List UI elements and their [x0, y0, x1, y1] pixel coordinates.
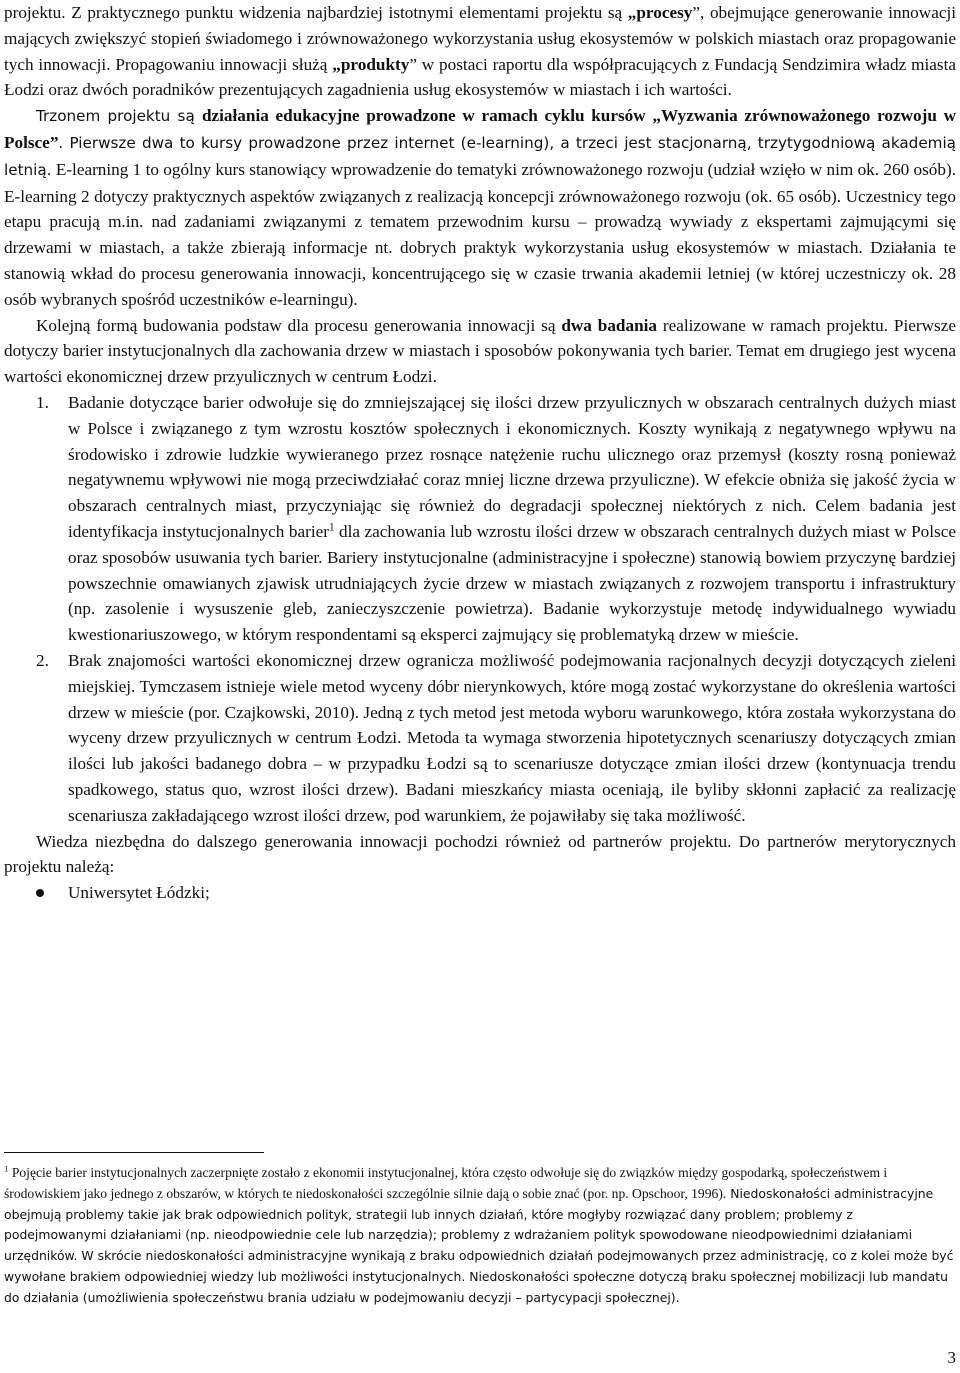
list-item-body: Brak znajomości wartości ekonomicznej drzew ogranicza możliwość podejmowania racjonalnych decyzji dotyczących zieleni miejskiej. Tymczasem istnieje wiele metod wyceny dóbr nierynkowych, które mogą zostać wykorzystane do określenia wartości drzew w mieście (por. Czajkowski, 2010). Jedną z tych metod jest metoda wyboru warunkowego, która została wykorzystana do wyceny drzew przyulicznych w centrum Łodzi. Metoda ta wymaga stworzenia hipotetycznych scenariuszy dotyczących zmian ilości lub jakości badanego dobra – w przypadku Łodzi są to scenariusze dotyczące zmian ilości drzew (kontynuacja trendu spadkowego, status quo, wzrost ilości drzew). Badani mieszkańcy miasta oceniają, ile byliby skłonni zapłacić za realizację scenariusza zakładającego wzrost ilości drzew, pod warunkiem, że pojawiłaby się taka możliwość. [68, 650, 956, 825]
footnote-number: 1 [4, 1163, 9, 1174]
list-item-number: 1. [36, 392, 49, 412]
text-run: Propagowaniu innowacji służą [110, 54, 333, 74]
text-run: Trzonem projektu są [36, 107, 202, 126]
text-run: Niedoskonałości administracyjne obejmują problemy takie jak brak odpowiednich polityk, strategii lub innych działań, które mogłyby rozwiązać dany problem; problemy z podejmowanymi działaniami (np. nieodpowiednie cele lub narzędzia); problemy z wdrażaniem polityk spowodowane nieodpowiednimi działaniami urzędników. W skrócie niedoskonałości administracyjne wynikają z braku odpowiednich działań podejmowanych przez administrację, co z kolei może być wywołane brakiem odpowiedniej wiedzy lub możliwości instytucjonalnych. Niedoskonałości społeczne dotyczą braku społecznej mobilizacji lub mandatu do działania (umożliwienia społeczeństwu brania udziału w podejmowaniu decyzji – partycypacji społecznej). [4, 1185, 954, 1305]
list-item-body [68, 390, 956, 648]
text-run: Pojęcie barier instytucjonalnych zaczerpnięte zostało z ekonomii instytucjonalnej, która często odwołuje się do związków między gospodarką, społeczeństwem i środowiskiem jako jednego z obszarów, w których te niedoskonałości szczególnie silnie dają o sobie znać (por. np. Opschoor, 1996). [4, 1165, 888, 1201]
text-run: projektu. Z praktycznego punktu widzenia najbardziej istotnymi elementami projektu są [4, 3, 628, 22]
text-run: Kolejną formą budowania podstaw dla procesu generowania innowacji są [36, 315, 562, 335]
text-run: ” w postaci raportu dla współpracujących z Fundacją Sendzimira władz miasta Łodzi oraz dwóch poradników prezentujących zagadnienia usług ekosystemów w miastach i ich wartości. [4, 54, 956, 100]
text-run: . Pierwsze dwa to kursy prowadzone przez internet (e-learning), a trzeci jest stacjonarną, trzytygodniową akademią letnią. [4, 133, 956, 179]
bold-term-dwa-badania: dwa badania [561, 315, 657, 335]
paragraph-dzialania-edukacyjne [4, 103, 956, 312]
paragraph-partnerzy: Wiedza niezbędna do dalszego generowania innowacji pochodzi również od partnerów projektu. Do partnerów merytorycznych projektu należą: [4, 831, 956, 877]
footnote [4, 1163, 956, 1309]
text-run: Badanie dotyczące barier odwołuje się do zmniejszającej się ilości drzew przyulicznych w obszarach centralnych dużych miast w Polsce i związanego z tym wzrostu kosztów społecznych i ekonomicznych. Koszty wynikają z negatywnego wpływu na środowisko i zdrowie ludzkie wywieranego przez rosnące natężenie ruchu ulicznego oraz przemysł (koszty rosną ponieważ negatywnemu wpływowi nie mogą przeciwdziałać coraz mniej liczne drzewa przyuliczne). W efekcie obniża się jakość życia w obszarach centralnych miast, przyczyniając się również do degradacji społecznej niektórych z nich. Celem badania jest identyfikacja instytucjonalnych barier [68, 392, 956, 541]
text-run: E-learning 1 to ogólny kurs stanowiący wprowadzenie do tematyki zrównoważonego rozwoju (udział wzięło w nim ok. 260 osób). E-learning 2 dotyczy praktycznych aspektów związanych z realizacją koncepcji zrównoważonego rozwoju (ok. 65 osób). Uczestnicy tego etapu pracują m.in. nad zadaniami związanymi z tematem przewodnim kursu – prowadzą wywiady z ekspertami zajmującymi się drzewami w miastach, a także zbierają informacje nt. dobrych praktyk wykorzystania usług ekosystemów w miastach. Działania te stanowią wkład do procesu generowania innowacji, koncentrującego się w czasie trwania akademii letniej (w której uczestniczy ok. 28 osób wybranych spośród uczestników e-learningu). [4, 159, 956, 309]
text-run: dla zachowania lub wzrostu ilości drzew w obszarach centralnych dużych miast w Polsce oraz sposobów usuwania tych barier. Bariery instytucjonalne (administracyjne i społeczne) stanowią bowiem przyczynę bardziej powszechnie omawianych zjawisk utrudniających życie drzew w miastach związanych z rozwojem transportu i infrastruktury (np. zasolenie i wysuszenie gleb, zanieczyszczenie powietrza). Badanie wykorzystuje metodę indywidualnego wywiadu kwestionariuszowego, w którym respondentami są eksperci zajmujący się problematyką drzew w mieście. [68, 521, 956, 645]
footnote-reference: 1 [328, 521, 335, 534]
bullet-list-item [4, 880, 956, 906]
list-item [4, 648, 956, 829]
bold-term-dzialania-edukacyjne: działania edukacyjne prowadzone w ramach cyklu kursów „Wyzwania zrównoważonego rozwoju w Polsce” [4, 106, 956, 152]
paragraph-procesy-produkty [4, 0, 956, 103]
footnote-separator [4, 1152, 264, 1153]
bullet-icon [4, 880, 68, 906]
text-run: ”, obejmujące generowanie innowacji mających zwiększyć stopień świadomego i zrównoważonego wykorzystania usług ekosystemów w polskich miastach oraz propagowanie tych innowacji. [4, 3, 956, 74]
document-page [4, 0, 956, 906]
paragraph-dwa-badania [4, 313, 956, 390]
text-run: realizowane w ramach projektu. Pierwsze dotyczy barier instytucjonalnych dla zachowania drzew w miastach i sposobów pokonywania tych barier. Temat em drugiego jest wycena wartości ekonomicznej drzew przyulicznych w centrum Łodzi. [4, 315, 956, 387]
bold-term-procesy: „procesy [627, 3, 693, 22]
list-item-number: 2. [36, 650, 49, 670]
bullet-item-text: Uniwersytet Łódzki; [68, 883, 210, 903]
page-number: 3 [947, 1348, 956, 1367]
bold-term-produkty: „produkty [332, 54, 410, 74]
list-item [4, 390, 956, 648]
